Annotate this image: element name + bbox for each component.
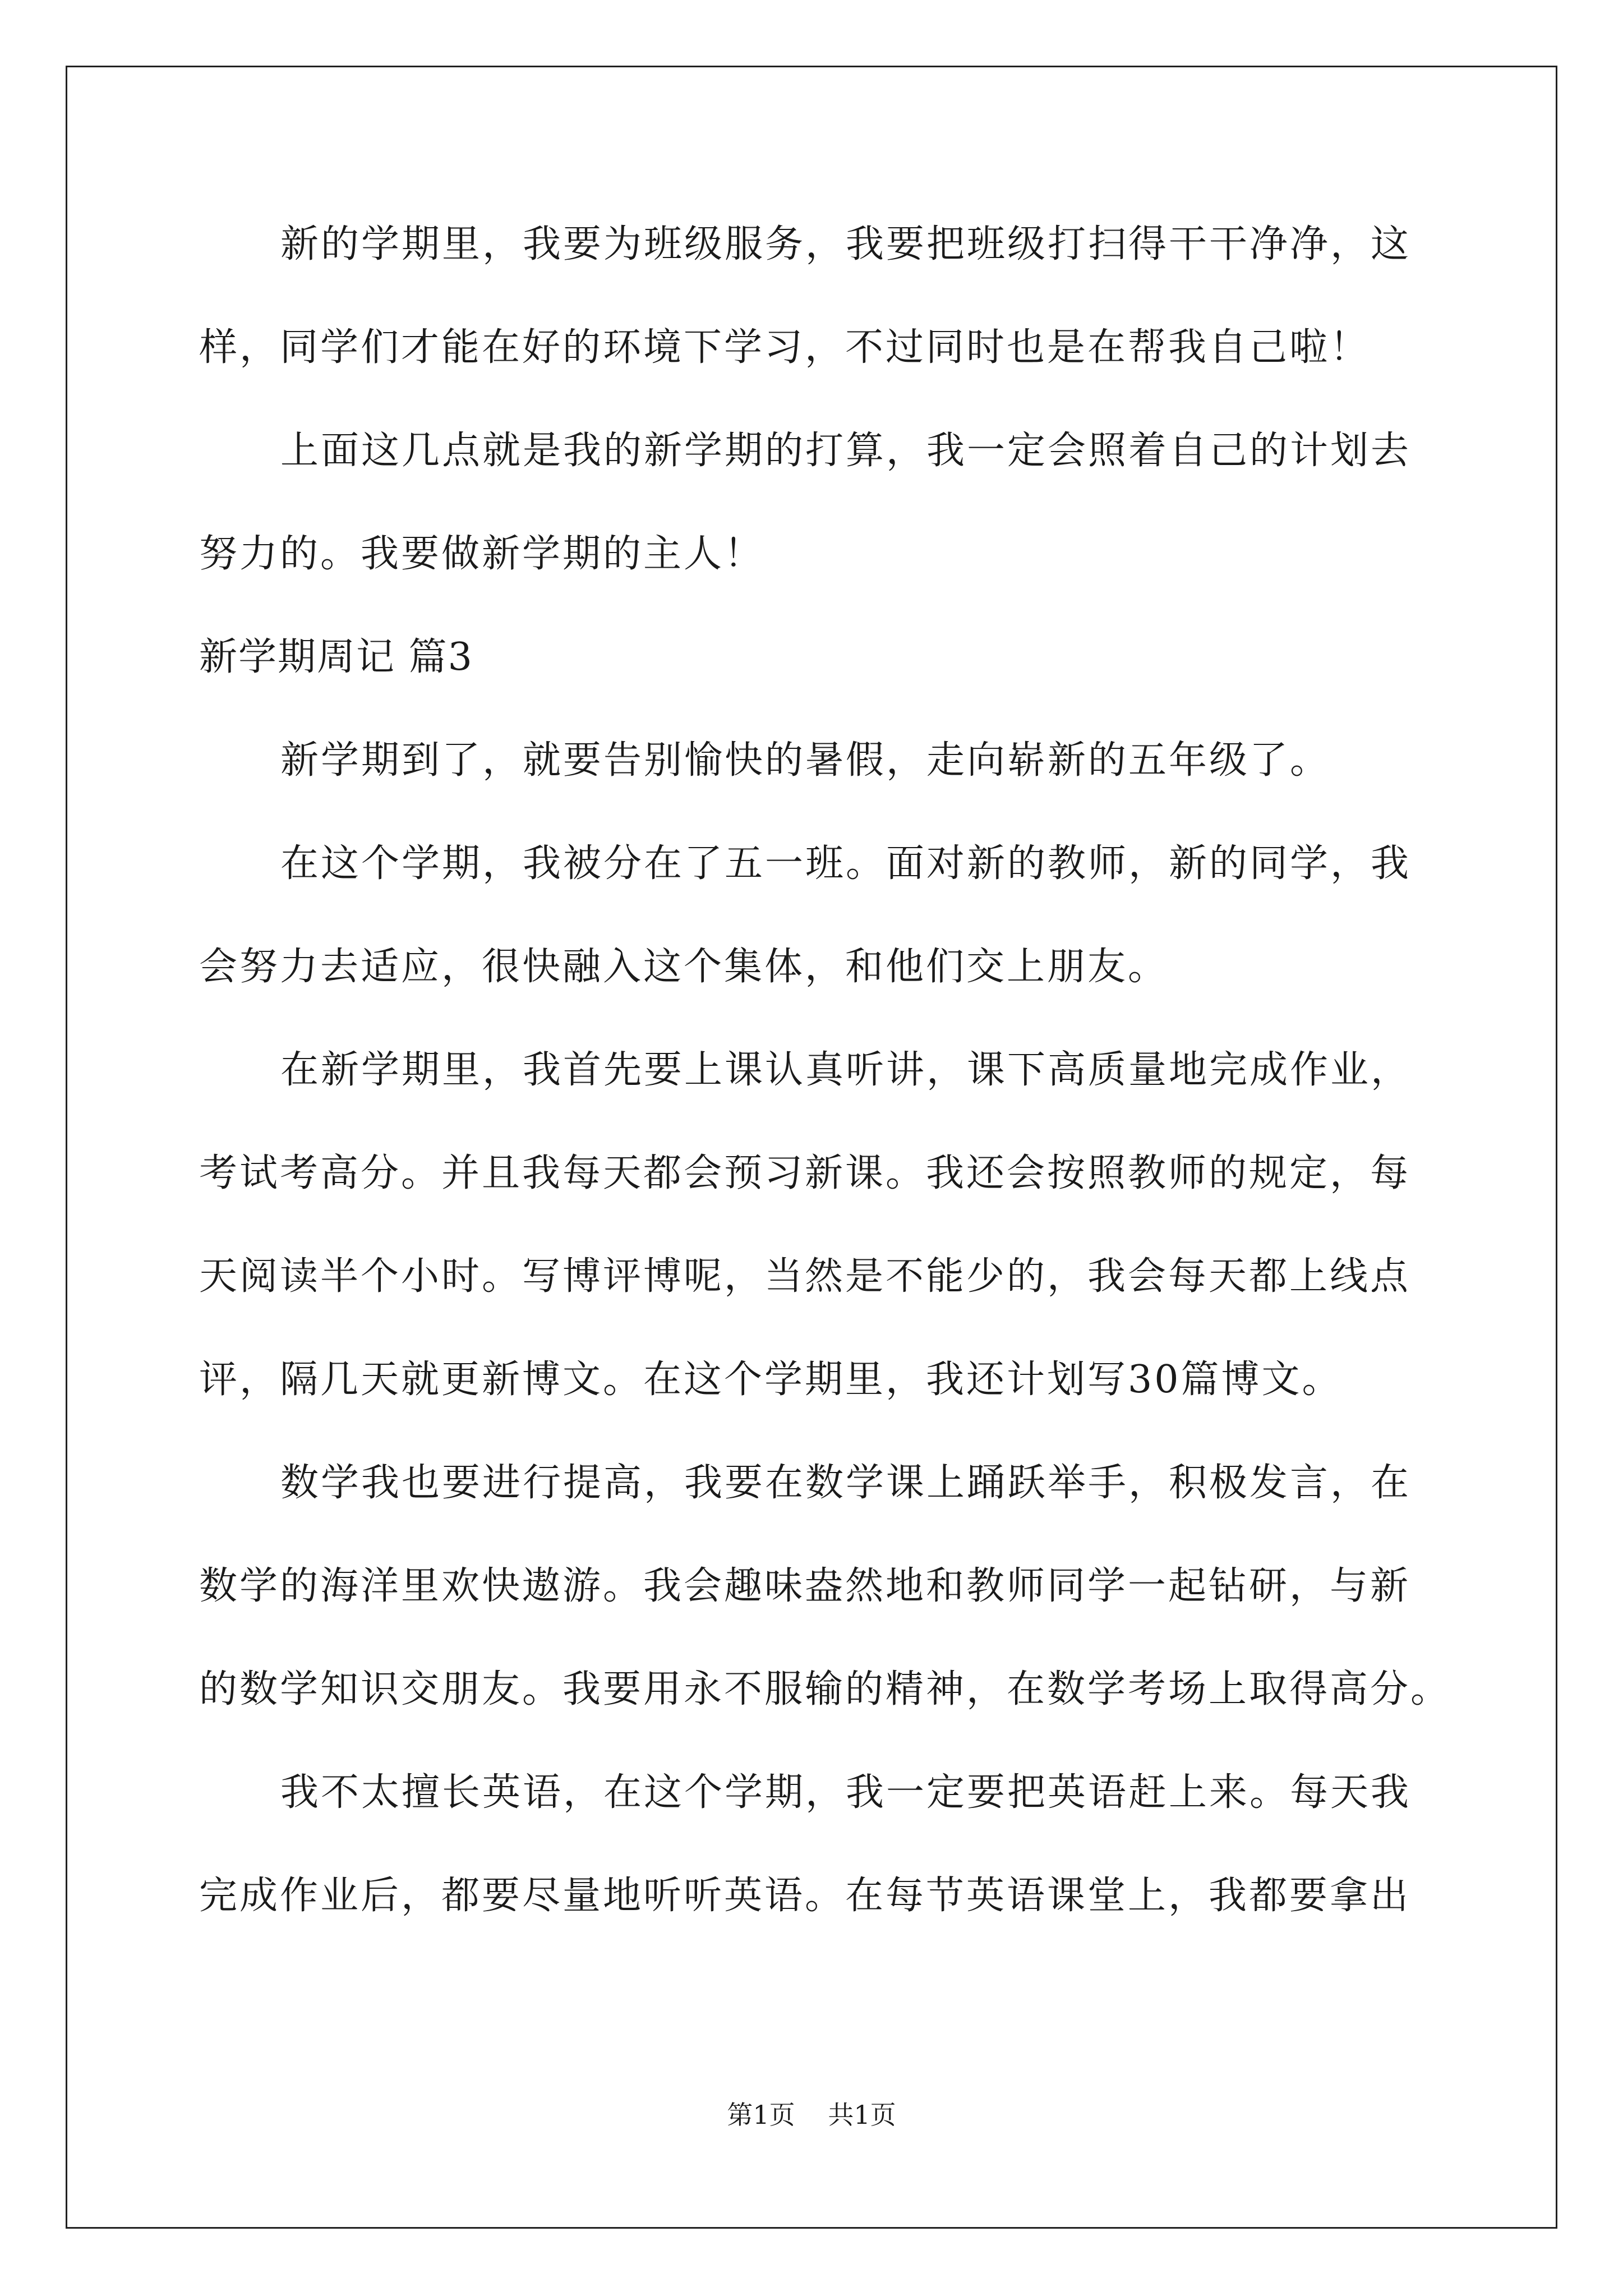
paragraph-line: 上面这几点就是我的新学期的打算，我一定会照着自己的计划去: [280, 429, 1412, 473]
paragraph-line: 考试考高分。并且我每天都会预习新课。我还会按照教师的规定，每: [199, 1151, 1411, 1195]
page-number-current: 第1页: [727, 2100, 795, 2130]
page-footer: [0, 2098, 1623, 2132]
document-body: [199, 219, 1451, 1973]
paragraph-line: 数学我也要进行提高，我要在数学课上踊跃举手，积极发言，在: [280, 1461, 1412, 1505]
paragraph-line: 样，同学们才能在好的环境下学习，不过同时也是在帮我自己啦！: [199, 325, 1371, 370]
paragraph-line: 数学的海洋里欢快遨游。我会趣味盎然地和教师同学一起钻研，与新: [199, 1564, 1411, 1608]
page-number-total: 共1页: [828, 2100, 896, 2130]
paragraph-line: 完成作业后，都要尽量地听听英语。在每节英语课堂上，我都要拿出: [199, 1874, 1411, 1918]
paragraph-line: 的数学知识交朋友。我要用永不服输的精神，在数学考场上取得高分。: [199, 1667, 1451, 1711]
paragraph-line: 天阅读半个小时。写博评博呢，当然是不能少的，我会每天都上线点: [199, 1254, 1411, 1299]
paragraph-line: 新学期到了，就要告别愉快的暑假，走向崭新的五年级了。: [280, 738, 1331, 783]
paragraph-line: 努力的。我要做新学期的主人！: [199, 532, 765, 576]
paragraph-line: 我不太擅长英语，在这个学期，我一定要把英语赶上来。每天我: [280, 1770, 1412, 1815]
paragraph-line: 会努力去适应，很快融入这个集体，和他们交上朋友。: [199, 945, 1169, 989]
paragraph-line: 在这个学期，我被分在了五一班。面对新的教师，新的同学，我: [280, 841, 1412, 886]
section-title: 新学期周记 篇3: [199, 635, 473, 679]
paragraph-line: 新的学期里，我要为班级服务，我要把班级打扫得干干净净，这: [280, 222, 1412, 266]
paragraph-line: 在新学期里，我首先要上课认真听讲，课下高质量地完成作业，: [280, 1048, 1412, 1092]
paragraph-line: 评，隔几天就更新博文。在这个学期里，我还计划写30篇博文。: [199, 1358, 1343, 1402]
